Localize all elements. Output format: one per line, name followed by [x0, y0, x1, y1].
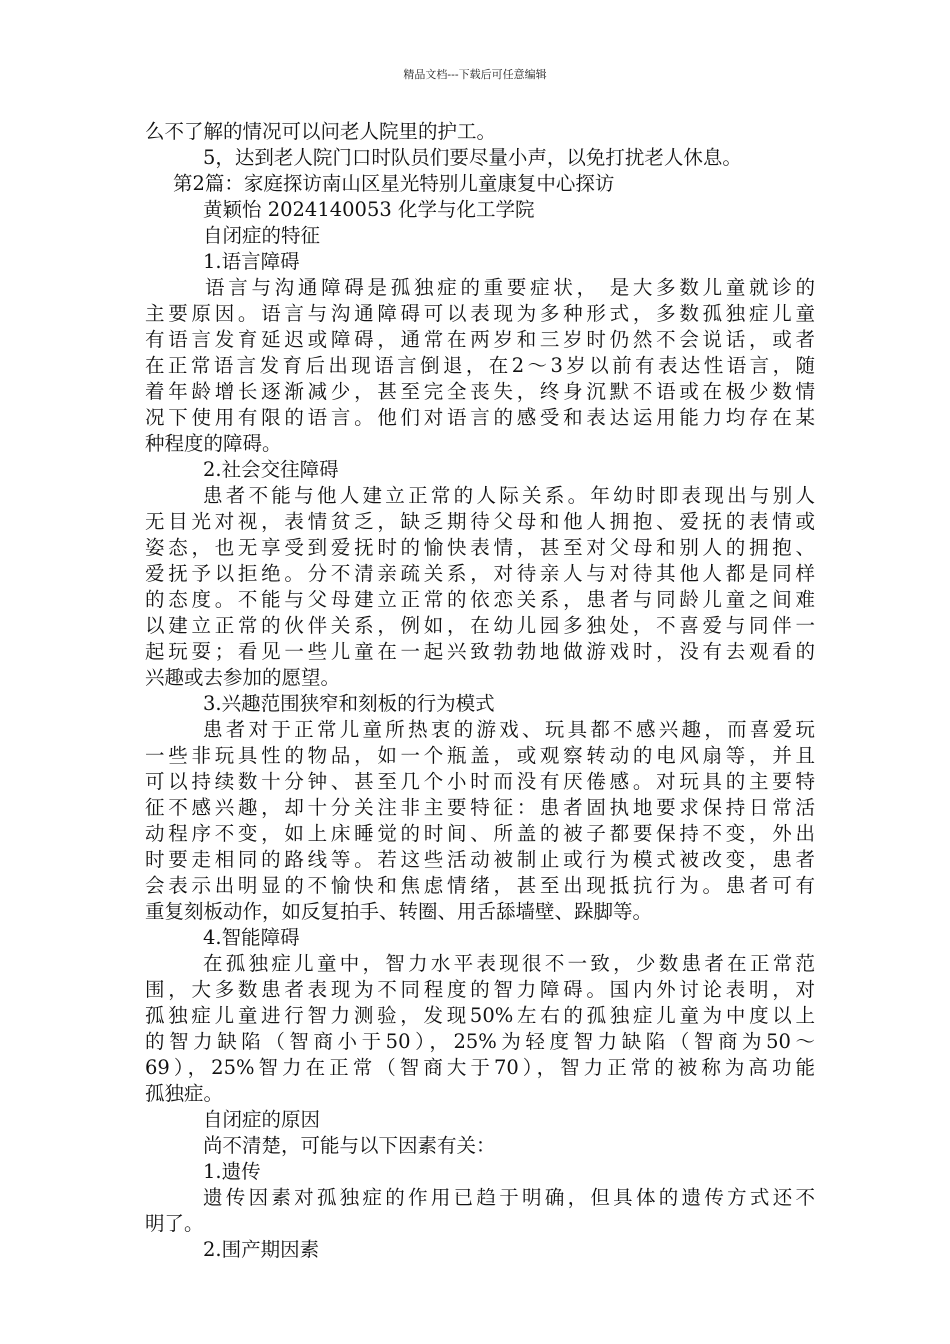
- text-line: 尚不清楚，可能与以下因素有关：: [203, 1134, 496, 1157]
- text-line: 围，大多数患者表现为不同程度的智力障碍。国内外讨论表明，对: [145, 978, 815, 1001]
- text-line: 3.兴趣范围狭窄和刻板的行为模式: [203, 692, 495, 715]
- text-line: 可以持续数十分钟、甚至几个小时而没有厌倦感。对玩具的主要特: [145, 770, 815, 793]
- text-line: 明了。: [145, 1212, 204, 1235]
- text-line: 无目光对视，表情贫乏，缺乏期待父母和他人拥抱、爱抚的表情或: [145, 510, 815, 533]
- text-line: 1.遗传: [203, 1160, 261, 1183]
- text-line: 爱抚予以拒绝。分不清亲疏关系，对待亲人与对待其他人都是同样: [145, 562, 815, 585]
- text-line: 么不了解的情况可以问老人院里的护工。: [145, 120, 497, 143]
- text-line: 4.智能障碍: [203, 926, 300, 949]
- text-line: 孤独症。: [145, 1082, 224, 1105]
- document-body: [145, 119, 815, 1263]
- text-line: 起玩耍；看见一些儿童在一起兴致勃勃地做游戏时，没有去观看的: [145, 640, 815, 663]
- text-line: 以建立正常的伙伴关系，例如，在幼儿园多独处，不喜爱与同伴一: [145, 614, 815, 637]
- text-line: 动程序不变，如上床睡觉的时间、所盖的被子都要保持不变，外出: [145, 822, 815, 845]
- text-line: 一些非玩具性的物品，如一个瓶盖，或观察转动的电风扇等，并且: [145, 744, 815, 767]
- text-line: 自闭症的原因: [203, 1108, 321, 1131]
- text-line: 患者对于正常儿童所热衷的游戏、玩具都不感兴趣，而喜爱玩: [203, 718, 815, 741]
- text-line: 在正常语言发育后出现语言倒退，在2～3岁以前有表达性语言，随: [145, 354, 815, 377]
- text-line: 主要原因。语言与沟通障碍可以表现为多种形式，多数孤独症儿童: [145, 302, 815, 325]
- text-line: 69），25%智力在正常（智商大于70），智力正常的被称为高功能: [145, 1056, 815, 1079]
- text-line: 孤独症儿童进行智力测验，发现50%左右的孤独症儿童为中度以上: [145, 1004, 815, 1027]
- page-header: 精品文档---下载后可任意编辑: [403, 68, 547, 81]
- text-line: 1.语言障碍: [203, 250, 300, 273]
- text-line: 着年龄增长逐渐减少，甚至完全丧失，终身沉默不语或在极少数情: [145, 380, 815, 403]
- text-line: 有语言发育延迟或障碍，通常在两岁和三岁时仍然不会说话，或者: [145, 328, 815, 351]
- text-line: 会表示出明显的不愉快和焦虑情绪，甚至出现抵抗行为。患者可有: [145, 874, 815, 897]
- text-line: 黄颖怡 2024140053 化学与化工学院: [203, 198, 535, 221]
- text-line: 兴趣或去参加的愿望。: [145, 666, 341, 689]
- text-line: 况下使用有限的语言。他们对语言的感受和表达运用能力均存在某: [145, 406, 815, 429]
- text-line: 重复刻板动作，如反复拍手、转圈、用舌舔墙壁、跺脚等。: [145, 900, 653, 923]
- text-line: 语言与沟通障碍是孤独症的重要症状， 是大多数儿童就诊的: [205, 276, 815, 299]
- text-line: 姿态，也无享受到爱抚时的愉快表情，甚至对父母和别人的拥抱、: [145, 536, 815, 559]
- text-line: 在孤独症儿童中，智力水平表现很不一致，少数患者在正常范: [203, 952, 815, 975]
- text-line: 的智力缺陷（智商小于50），25%为轻度智力缺陷（智商为50～: [145, 1030, 815, 1053]
- text-line: 自闭症的特征: [203, 224, 321, 247]
- text-line: 时要走相同的路线等。若这些活动被制止或行为模式被改变，患者: [145, 848, 815, 871]
- text-line: 征不感兴趣，却十分关注非主要特征：患者固执地要求保持日常活: [145, 796, 815, 819]
- text-line: 2.围产期因素: [203, 1238, 320, 1261]
- text-line: 第2篇：家庭探访南山区星光特别儿童康复中心探访: [173, 172, 615, 195]
- text-line: 患者不能与他人建立正常的人际关系。年幼时即表现出与别人: [203, 484, 815, 507]
- text-line: 2.社会交往障碍: [203, 458, 339, 481]
- text-line: 的态度。不能与父母建立正常的依恋关系，患者与同龄儿童之间难: [145, 588, 815, 611]
- text-line: 遗传因素对孤独症的作用已趋于明确，但具体的遗传方式还不: [203, 1186, 815, 1209]
- text-line: 种程度的障碍。: [145, 432, 282, 455]
- text-line: 5，达到老人院门口时队员们要尽量小声，以免打扰老人休息。: [203, 146, 742, 169]
